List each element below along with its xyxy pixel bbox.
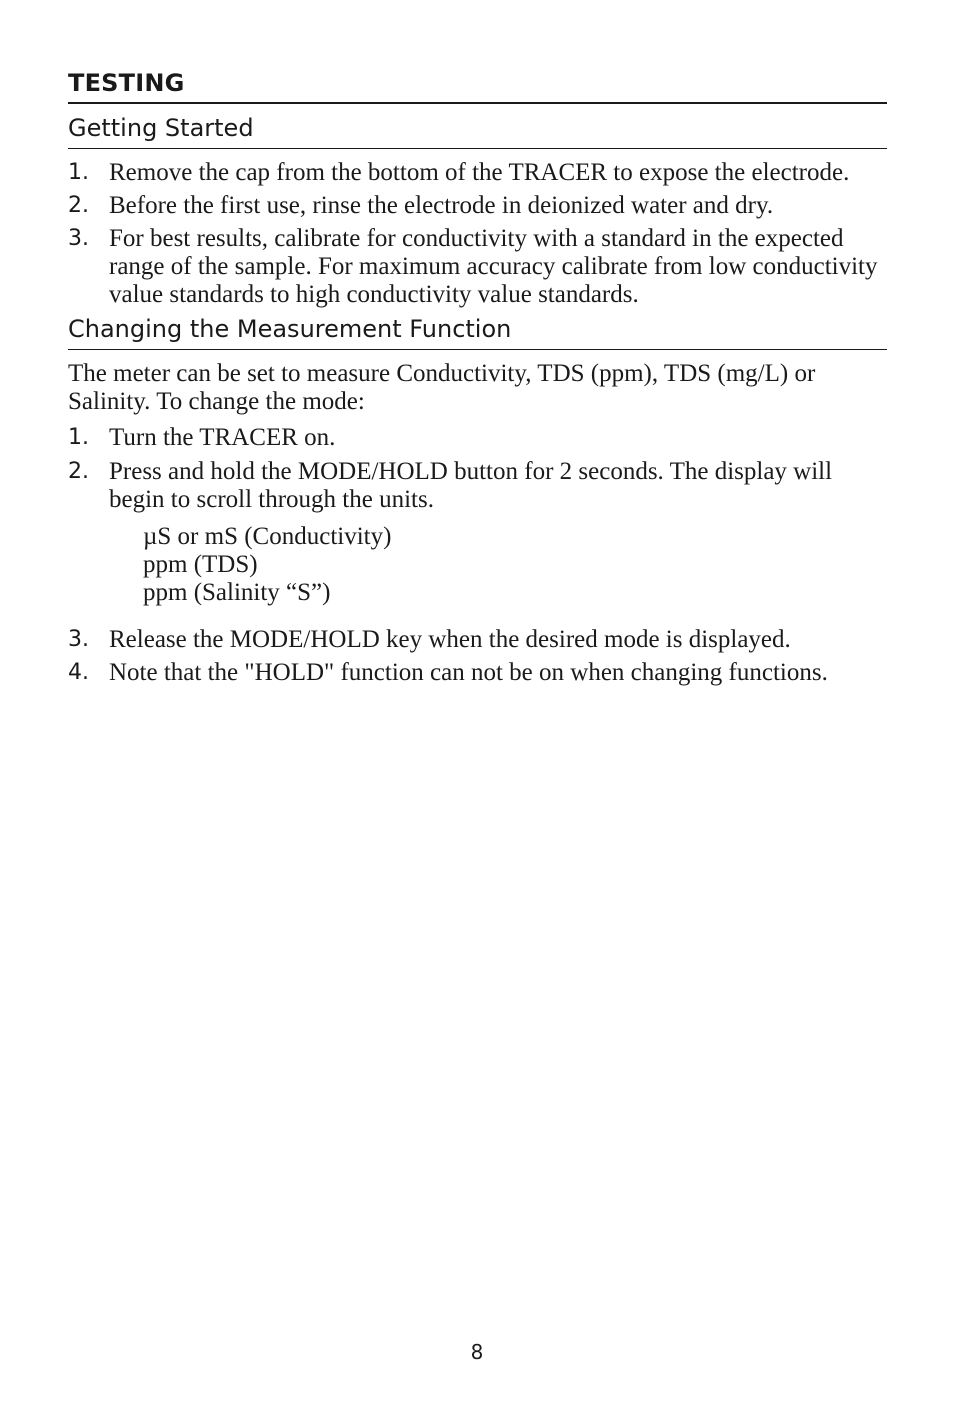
step-text: Turn the TRACER on. — [109, 424, 336, 451]
step-text: Before the first use, rinse the electrode in deionized water and dry. — [109, 192, 774, 219]
step-number: 2. — [68, 459, 89, 484]
list-item — [68, 159, 887, 187]
step-text: Remove the cap from the bottom of the TRACER to expose the electrode. — [109, 159, 850, 186]
list-item — [68, 424, 887, 452]
measurement-function-heading: Changing the Measurement Function — [68, 309, 887, 350]
measurement-steps-a — [68, 424, 887, 514]
list-item — [68, 192, 887, 220]
measurement-steps-b — [68, 626, 887, 687]
unit-item: µS or mS (Conductivity) — [143, 523, 392, 550]
step-number: 3. — [68, 226, 89, 251]
units-list — [68, 523, 887, 607]
unit-item: ppm (Salinity “S”) — [143, 579, 331, 606]
document-page — [68, 66, 887, 687]
getting-started-steps — [68, 159, 887, 309]
unit-item: ppm (TDS) — [143, 551, 258, 578]
getting-started-heading: Getting Started — [68, 108, 887, 149]
step-text: Press and hold the MODE/HOLD button for 2 seconds. The display will begin to scroll through the units. — [109, 458, 833, 513]
step-text: Note that the "HOLD" function can not be on when changing functions. — [109, 659, 828, 686]
step-text: For best results, calibrate for conductivity with a standard in the expected range of the sample. For maximum accuracy calibrate from low conductivity value standards to high conductivity value standards. — [109, 225, 878, 308]
step-number: 1. — [68, 160, 89, 185]
step-number: 3. — [68, 627, 89, 652]
list-item — [68, 659, 887, 687]
section-title: TESTING — [68, 66, 887, 104]
list-item — [68, 225, 887, 309]
list-item — [68, 626, 887, 654]
step-text: Release the MODE/HOLD key when the desired mode is displayed. — [109, 626, 791, 653]
step-number: 4. — [68, 660, 89, 685]
measurement-intro: The meter can be set to measure Conductivity, TDS (ppm), TDS (mg/L) or Salinity. To change the mode: — [68, 360, 816, 415]
page-number: 8 — [470, 1340, 484, 1364]
step-number: 2. — [68, 193, 89, 218]
step-number: 1. — [68, 425, 89, 450]
list-item — [68, 458, 887, 514]
